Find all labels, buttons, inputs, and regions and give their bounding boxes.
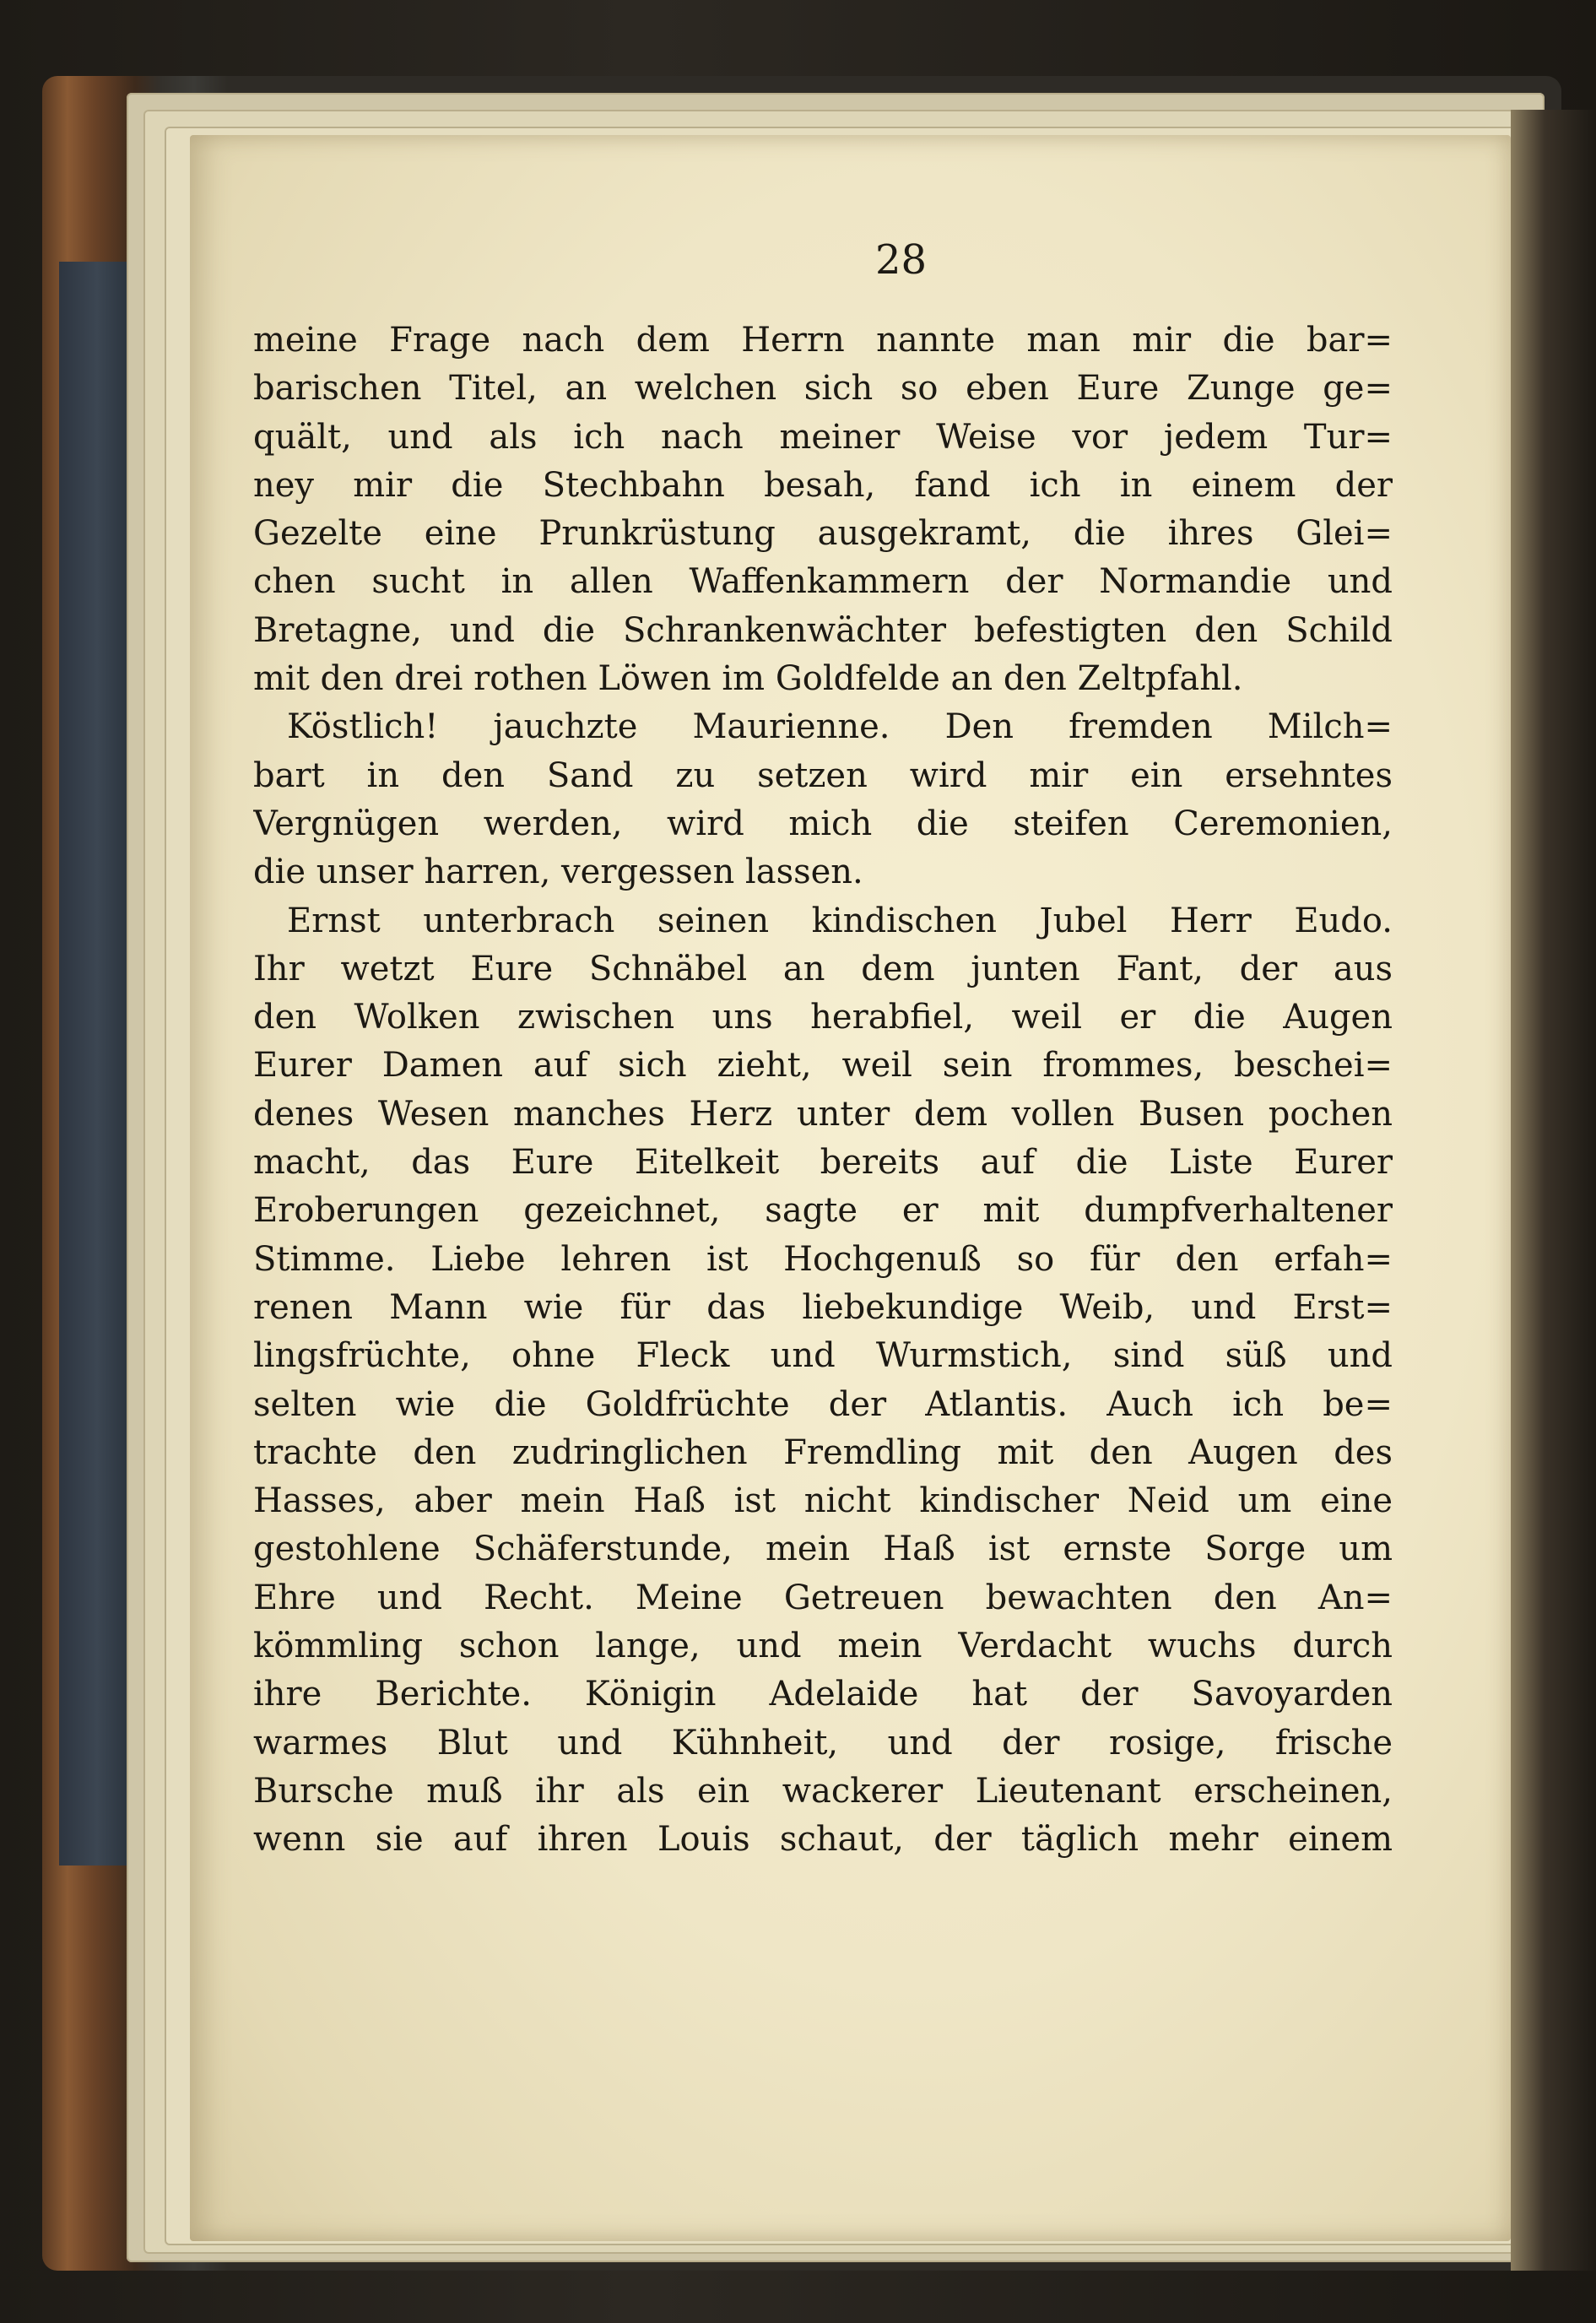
text-line: bart in den Sand zu setzen wird mir ein ersehntes: [253, 755, 1393, 795]
text-line: trachte den zudringlichen Fremdling mit den Augen des: [253, 1432, 1393, 1472]
text-line: Bursche muß ihr als ein wackerer Lieutenant erscheinen,: [253, 1771, 1393, 1811]
text-line: den Wolken zwischen uns herabfiel, weil er die Augen: [253, 998, 1393, 1037]
book-gutter: [1511, 110, 1596, 2271]
text-line: Eroberungen gezeichnet, sagte er mit dumpfverhaltener: [253, 1191, 1393, 1231]
text-line: denes Wesen manches Herz unter dem vollen Busen pochen: [253, 1094, 1393, 1134]
text-line: ney mir die Stechbahn besah, fand ich in einem der: [253, 465, 1393, 505]
text-line: die unser harren, vergessen lassen.: [253, 853, 863, 892]
book-spine-strip: [59, 262, 135, 1865]
page-number: 28: [874, 236, 928, 284]
text-line: Gezelte eine Prunkrüstung ausgekramt, die ihres Glei=: [253, 514, 1393, 554]
text-line: Ehre und Recht. Meine Getreuen bewachten den An=: [253, 1578, 1393, 1617]
text-line: Bretagne, und die Schrankenwächter befestigten den Schild: [253, 610, 1393, 650]
text-line: lingsfrüchte, ohne Fleck und Wurmstich, sind süß und: [253, 1336, 1393, 1376]
text-line: Ihr wetzt Eure Schnäbel an dem junten Fant, der aus: [253, 949, 1393, 988]
text-line: chen sucht in allen Waffenkammern der Normandie und: [253, 562, 1393, 602]
text-line: Ernst unterbrach seinen kindischen Jubel Herr Eudo.: [287, 901, 1393, 940]
text-line: ihre Berichte. Königin Adelaide hat der Savoyarden: [253, 1675, 1393, 1714]
text-line: renen Mann wie für das liebekundige Weib, und Erst=: [253, 1287, 1393, 1327]
text-line: selten wie die Goldfrüchte der Atlantis. Auch ich be=: [253, 1384, 1393, 1424]
text-line: Köstlich! jauchzte Maurienne. Den fremden Milch=: [287, 707, 1393, 747]
text-line: Eurer Damen auf sich zieht, weil sein frommes, beschei=: [253, 1046, 1393, 1086]
text-line: warmes Blut und Kühnheit, und der rosige, frische: [253, 1723, 1393, 1763]
text-line: Hasses, aber mein Haß ist nicht kindischer Neid um eine: [253, 1481, 1393, 1521]
text-line: gestohlene Schäferstunde, mein Haß ist ernste Sorge um: [253, 1530, 1393, 1569]
text-line: barischen Titel, an welchen sich so eben Eure Zunge ge=: [253, 369, 1393, 409]
text-line: Vergnügen werden, wird mich die steifen Ceremonien,: [253, 804, 1393, 843]
text-line: meine Frage nach dem Herrn nannte man mir die bar=: [253, 321, 1393, 360]
text-line: quält, und als ich nach meiner Weise vor jedem Tur=: [253, 417, 1393, 457]
text-line: macht, das Eure Eitelkeit bereits auf die Liste Eurer: [253, 1143, 1393, 1183]
text-line: mit den drei rothen Löwen im Goldfelde an den Zeltpfahl.: [253, 659, 1243, 699]
text-line: Stimme. Liebe lehren ist Hochgenuß so für den erfah=: [253, 1239, 1393, 1279]
text-line: wenn sie auf ihren Louis schaut, der täglich mehr einem: [253, 1820, 1393, 1860]
text-line: kömmling schon lange, und mein Verdacht wuchs durch: [253, 1627, 1393, 1666]
page-text: [253, 317, 1393, 1865]
